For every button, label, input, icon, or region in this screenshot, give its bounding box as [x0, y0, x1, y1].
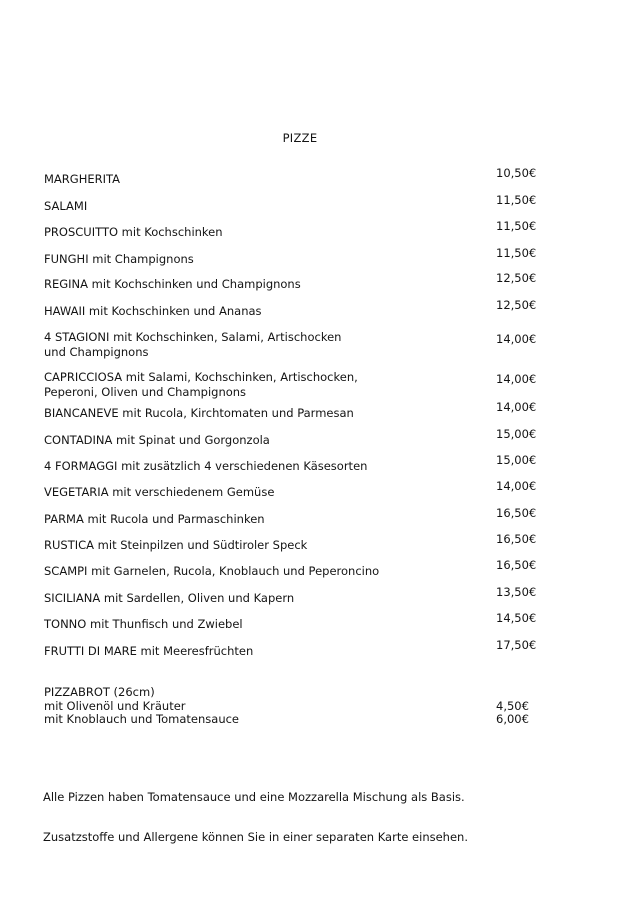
menu-item-name: PARMA mit Rucola und Parmaschinken [44, 512, 265, 526]
pizzabrot-title: PIZZABROT (26cm) [44, 685, 155, 699]
menu-item-price: 10,50€ [496, 166, 537, 180]
menu-item-price: 16,50€ [496, 532, 537, 546]
menu-item-price: 11,50€ [496, 219, 537, 233]
menu-item-name: CONTADINA mit Spinat und Gorgonzola [44, 433, 270, 447]
menu-item-name: RUSTICA mit Steinpilzen und Südtiroler Speck [44, 538, 308, 552]
menu-item-name: CAPRICCIOSA mit Salami, Kochschinken, Artischocken, Peperoni, Oliven und Champignons [44, 370, 358, 399]
pizzabrot-option-price: 4,50€ [496, 699, 529, 713]
menu-item-name: SCAMPI mit Garnelen, Rucola, Knoblauch und Peperoncino [44, 564, 380, 578]
menu-item-price: 14,00€ [496, 372, 537, 386]
menu-item-name: HAWAII mit Kochschinken und Ananas [44, 304, 262, 318]
menu-item-price: 12,50€ [496, 298, 537, 312]
menu-item-price: 14,50€ [496, 611, 537, 625]
menu-item-name: REGINA mit Kochschinken und Champignons [44, 277, 301, 291]
menu-item-price: 11,50€ [496, 246, 537, 260]
pizzabrot-option [44, 713, 564, 726]
menu-item-name: TONNO mit Thunfisch und Zwiebel [44, 617, 243, 631]
pizzabrot-option-label: mit Olivenöl und Kräuter [44, 699, 186, 713]
menu-item-price: 15,00€ [496, 453, 537, 467]
menu-item-name: FRUTTI DI MARE mit Meeresfrüchten [44, 644, 254, 658]
allergen-note: Zusatzstoffe und Allergene können Sie in einer separaten Karte einsehen. [43, 830, 468, 844]
menu-item-price: 14,00€ [496, 332, 537, 346]
base-note: Alle Pizzen haben Tomatensauce und eine Mozzarella Mischung als Basis. [43, 790, 465, 804]
pizzabrot-option-label: mit Knoblauch und Tomatensauce [44, 712, 240, 726]
menu-item-name: PROSCUITTO mit Kochschinken [44, 225, 223, 239]
menu-item-name: 4 FORMAGGI mit zusätzlich 4 verschiedenen Käsesorten [44, 459, 368, 473]
menu-item-price: 14,00€ [496, 479, 537, 493]
pizzabrot-section [44, 685, 564, 726]
pizzabrot-option-price: 6,00€ [496, 712, 529, 726]
menu-item-price: 16,50€ [496, 506, 537, 520]
menu-item-name: SICILIANA mit Sardellen, Oliven und Kapern [44, 591, 295, 605]
menu-item-price: 12,50€ [496, 271, 537, 285]
menu-item-price: 17,50€ [496, 638, 537, 652]
menu-item-price: 13,50€ [496, 585, 537, 599]
menu-item-price: 16,50€ [496, 558, 537, 572]
menu-item-price: 14,00€ [496, 400, 537, 414]
menu-item-name: FUNGHI mit Champignons [44, 252, 194, 266]
menu-item-name: VEGETARIA mit verschiedenem Gemüse [44, 485, 275, 499]
page-title: PIZZE [282, 131, 318, 145]
menu-item-price: 15,00€ [496, 427, 537, 441]
menu-item-name: 4 STAGIONI mit Kochschinken, Salami, Artischocken und Champignons [44, 330, 342, 359]
menu-item-price: 11,50€ [496, 193, 537, 207]
menu-item-name: SALAMI [44, 199, 88, 213]
menu-item-name: MARGHERITA [44, 172, 120, 186]
menu-item-name: BIANCANEVE mit Rucola, Kirchtomaten und Parmesan [44, 406, 354, 420]
